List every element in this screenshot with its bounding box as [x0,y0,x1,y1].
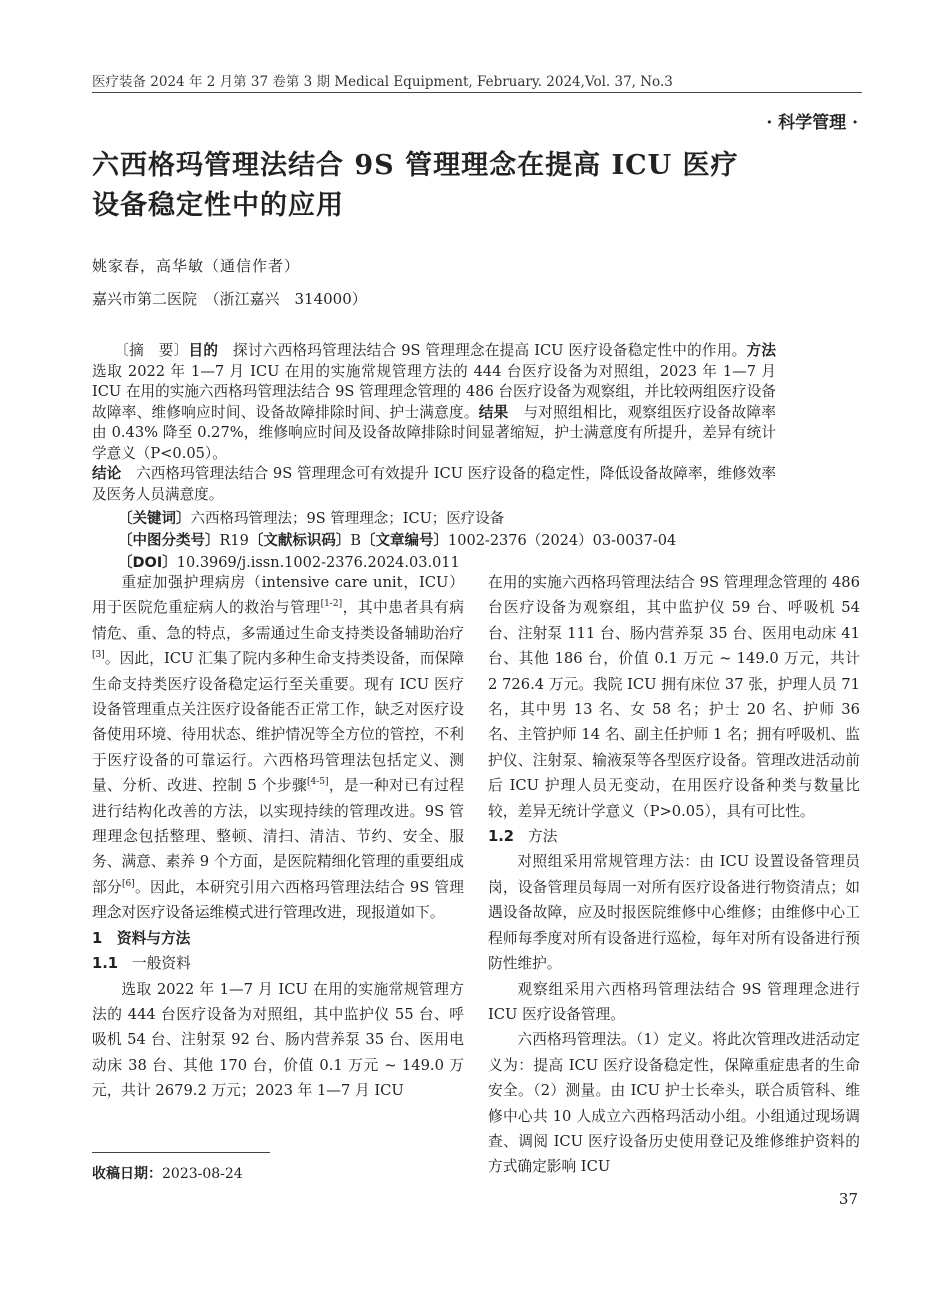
observation-method-paragraph: 观察组采用六西格玛管理法结合 9S 管理理念进行 ICU 医疗设备管理。 [488,980,860,1023]
conclusion-label: 结论 [92,465,122,482]
citation: [3] [92,650,105,661]
observation-group-paragraph: 在用的实施六西格玛管理法结合 9S 管理理念管理的 486 台医疗设备为观察组，其中监护仪 59 台、呼吸机 54 台、注射泵 111 台、肠内营养泵 35 台、医用电动床 41 台、其他 186 台，价值 0.1 万元 ~ 149.0 万元，共计 2 726.4 万元。我院 ICU 拥有床位 37 张，护理人员 71 名，其中男 13 名、女 58 名；护士 20 名、护师 36 名、主管护师 14 名、副主任护师 1 名；拥有呼吸机、监护仪、注射泵、输液泵等各型医疗设备。管理改进活动前后 ICU 护理人员无变动，在用医疗设备种类与数量比较，差异无统计学意义（P>0.05），具有可比性。 [488,574,860,820]
subsection-heading-1-1: 1.1 一般资料 [92,955,191,973]
page-number: 37 [838,1190,858,1208]
doi-line [118,551,460,572]
articleno-value: 1002-2376（2024）03-0037-04 [448,533,677,549]
received-label: 收稿日期： [92,1166,162,1182]
header-rule [92,92,862,93]
doi-label: 〔DOI〕 [118,555,177,571]
title-line-1: 六西格玛管理法结合 9S 管理理念在提高 ICU 医疗 [92,150,739,181]
objective-label: 目的 [188,342,219,359]
methods-label: 方法 [746,342,776,359]
article-title [92,146,812,226]
six-sigma-paragraph: 六西格玛管理法。（1）定义。将此次管理改进活动定义为：提高 ICU 医疗设备稳定性，保障重症患者的生命安全。（2）测量。由 ICU 护士长牵头，联合质管科、维修中心共 10 人成立六西格玛活动小组。小组通过现场调查、调阅 ICU 医疗设备历史使用登记及维修维护资料的方式确定影响 ICU [488,1031,860,1176]
abstract [92,341,776,505]
affiliation: 嘉兴市第二医院 （浙江嘉兴 314000） [92,290,367,308]
conclusion-text: 六西格玛管理法结合 9S 管理理念可有效提升 ICU 医疗设备的稳定性，降低设备故障率，维修效率及医务人员满意度。 [92,465,776,503]
keywords-label: 〔关键词〕 [118,511,191,527]
received-date [92,1163,243,1183]
doccode-value: B [350,533,362,549]
intro-paragraph: 重症加强护理病房（intensive care unit，ICU）用于医院危重症病人的救治与管理[1-2]，其中患者具有病情危、重、急的特点，多需通过生命支持类设备辅助治疗[3]。因此，ICU 汇集了院内多种生命支持类设备，而保障生命支持类医疗设备稳定运行至关重要。现有 ICU 医疗设备管理重点关注医疗设备能否正常工作，缺乏对医疗设备使用环境、待用状态、维护情况等全方位的管控，不利于医疗设备的可靠运行。六西格玛管理法包括定义、测量、分析、改进、控制 5 个步骤[4-5]，是一种对已有过程进行结构化改善的方法，以实现持续的管理改进。9S 管理理念包括整理、整顿、清扫、清洁、节约、安全、服务、满意、素养 9 个方面，是医院精细化管理的重要组成部分[6]。因此，本研究引用六西格玛管理法结合 9S 管理理念对医疗设备运维模式进行管理改进，现报道如下。 [92,574,464,922]
general-data-paragraph: 选取 2022 年 1—7 月 ICU 在用的实施常规管理方法的 444 台医疗设备为对照组，其中监护仪 55 台、呼吸机 54 台、注射泵 92 台、肠内营养泵 35 台、医用电动床 38 台、其他 170 台，价值 0.1 万元 ~ 149.0 万元，共计 2679.2 万元；2023 年 1—7 月 ICU [92,980,464,1100]
received-value: 2023-08-24 [162,1166,243,1182]
running-header: 医疗装备 2024 年 2 月第 37 卷第 3 期 Medical Equipment, February. 2024,Vol. 37, No.3 [92,74,673,90]
classification-line [118,529,676,550]
objective-text: 探讨六西格玛管理法结合 9S 管理理念在提高 ICU 医疗设备稳定性中的作用。 [233,342,747,359]
citation: [4-5] [307,777,329,788]
citation: [1-2] [320,599,343,610]
title-line-2: 设备稳定性中的应用 [92,190,344,221]
methods-text: 选取 2022 年 1—7 月 ICU 在用的实施常规管理方法的 444 台医疗设备为对照组，2023 年 1—7 月 ICU 在用的实施六西格玛管理法结合 9S 管理理念管理的 486 台医疗设备为观察组，并比较两组医疗设备故障率、维修响应时间、设备故障排除时间、护士满意度。 [92,362,776,421]
abstract-label: 〔摘 要〕 [114,342,189,359]
clc-label: 〔中图分类号〕 [118,533,220,549]
keywords-line [118,507,504,528]
authors: 姚家春，高华敏（通信作者） [92,257,301,275]
results-label: 结果 [478,403,509,421]
doi-value: 10.3969/j.issn.1002-2376.2024.03.011 [176,555,460,571]
subsection-heading-1-2: 1.2 方法 [488,828,558,846]
section-tag: · 科学管理 · [766,113,858,133]
doccode-label: 〔文献标识码〕 [248,533,351,549]
section-heading-1: 1 资料与方法 [92,929,191,947]
right-column [488,570,860,1180]
articleno-label: 〔文章编号〕 [361,533,449,549]
left-column [92,570,464,1104]
footnote-rule [92,1152,270,1153]
results-text: 与对照组相比，观察组医疗设备故障率由 0.43% 降至 0.27%，维修响应时间及设备故障排除时间显著缩短，护士满意度有所提升，差异有统计学意义（P<0.05）。 [92,403,776,462]
citation: [6] [122,878,135,889]
clc-value: R19 [219,533,249,549]
control-method-paragraph: 对照组采用常规管理方法：由 ICU 设置设备管理员岗，设备管理员每周一对所有医疗设备进行物资清点；如遇设备故障，应及时报医院维修中心维修；由维修中心工程师每季度对所有设备进行巡检，每年对所有设备进行预防性维护。 [488,853,860,973]
keywords: 六西格玛管理法；9S 管理理念；ICU；医疗设备 [190,511,505,527]
